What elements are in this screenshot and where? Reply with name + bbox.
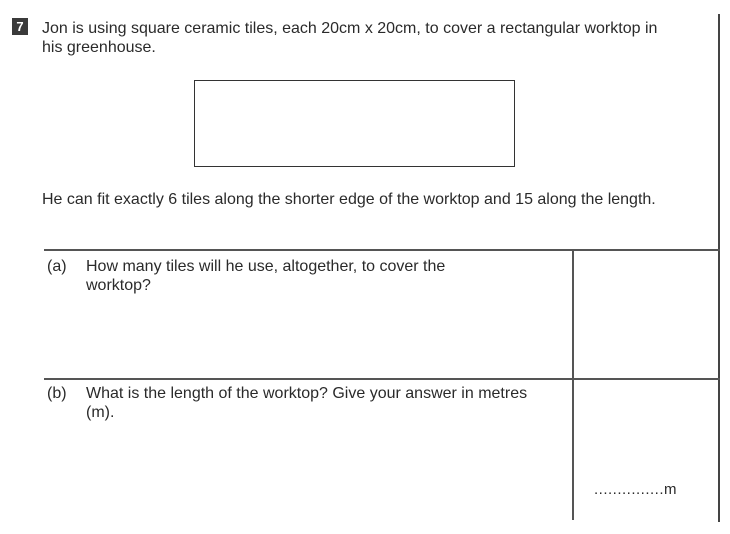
question-detail: He can fit exactly 6 tiles along the shorter edge of the worktop and 15 along the length. [42, 191, 656, 208]
worktop-rectangle-diagram [194, 80, 515, 167]
part-a-label: (a) [47, 258, 67, 275]
part-b-answer-field[interactable]: ...............m [594, 481, 678, 498]
answer-column-rule [572, 249, 574, 520]
part-b-top-rule [44, 378, 720, 380]
right-margin-rule [718, 14, 720, 522]
part-b-label: (b) [47, 385, 67, 402]
question-number-badge: 7 [12, 18, 28, 35]
part-a-question: How many tiles will he use, altogether, to cover the worktop? [86, 258, 446, 294]
part-a-top-rule [44, 249, 720, 251]
part-b-question: What is the length of the worktop? Give your answer in metres (m). [86, 385, 528, 421]
question-intro: Jon is using square ceramic tiles, each 20cm x 20cm, to cover a rectangular worktop in his greenhouse. [42, 20, 658, 56]
